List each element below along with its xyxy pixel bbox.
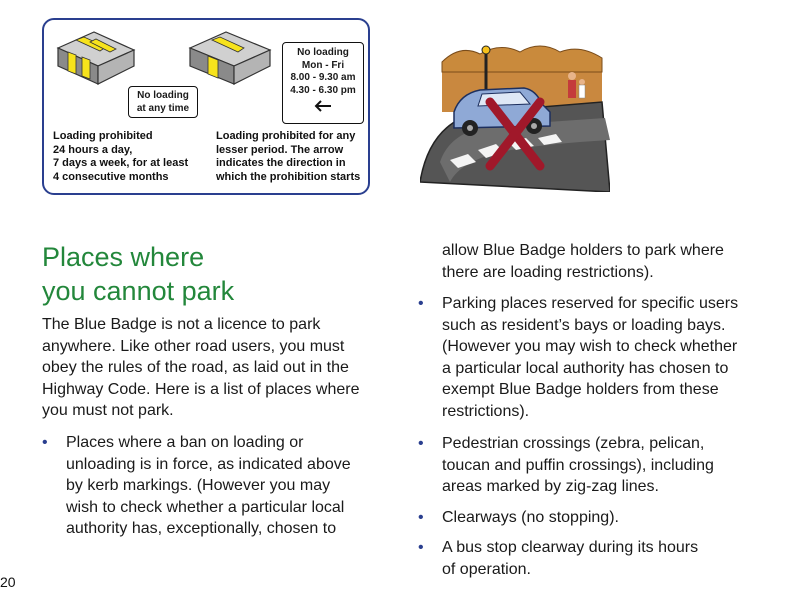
list-item-line: Clearways (no stopping). — [442, 509, 619, 526]
caption-loading-prohibited-24h — [53, 130, 203, 184]
list-item-line: restrictions). — [442, 402, 530, 420]
kerb-single-yellow-illustration — [186, 26, 274, 88]
list-item-line: A bus stop clearway during its hours — [442, 539, 699, 556]
caption-line: indicates the direction in — [216, 157, 346, 170]
no-loading-times-sign — [282, 42, 364, 124]
list-item-line: allow Blue Badge holders to park where — [442, 242, 724, 259]
list-item-bus-stop-clearway — [418, 537, 699, 580]
list-item-line: exempt Blue Badge holders from these — [442, 381, 719, 399]
sign-line: 4.30 - 6.30 pm — [290, 84, 356, 96]
caption-line: 24 hours a day, — [53, 143, 133, 156]
list-item-line: (However you may wish to check whether — [442, 338, 738, 356]
list-item-line: wish to check whether a particular local — [66, 498, 345, 516]
list-item-line: Places where a ban on loading or — [66, 434, 304, 451]
list-item-pedestrian-crossings — [418, 433, 714, 498]
list-item-line: toucan and puffin crossings), including — [442, 456, 714, 474]
kerb-markings-panel — [42, 18, 370, 195]
list-item-line: by kerb markings. (However you may — [66, 477, 331, 495]
car-on-crossing-illustration — [420, 42, 610, 192]
bullet-icon: • — [418, 295, 424, 312]
list-item-line: there are loading restrictions). — [442, 263, 654, 281]
bullet-icon: • — [418, 539, 424, 556]
sign-line: No loading — [137, 90, 189, 101]
sign-line: No loading — [297, 47, 349, 58]
intro-line: The Blue Badge is not a licence to park — [42, 316, 321, 333]
heading-line: Places where — [42, 242, 205, 272]
list-item-line: a particular local authority has chosen to — [442, 359, 729, 377]
list-item-line: areas marked by zig-zag lines. — [442, 478, 659, 496]
caption-line: 4 consecutive months — [53, 170, 169, 183]
page-number: 20 — [0, 574, 16, 590]
sign-line: Mon - Fri — [301, 59, 345, 71]
kerb-double-yellow-illustration — [54, 26, 136, 88]
caption-line: Loading prohibited for any — [216, 130, 356, 142]
list-item-line: Pedestrian crossings (zebra, pelican, — [442, 435, 705, 452]
left-arrow-icon — [283, 100, 363, 112]
intro-paragraph — [42, 314, 414, 422]
sign-line: at any time — [136, 102, 190, 114]
list-item-clearways — [418, 507, 619, 529]
list-item-line: Parking places reserved for specific users — [442, 295, 739, 312]
list-item-line: unloading is in force, as indicated above — [66, 455, 351, 473]
bullet-icon: • — [418, 509, 424, 526]
caption-line: Loading prohibited — [53, 130, 153, 142]
caption-line: 7 days a week, for at least — [53, 157, 189, 170]
no-loading-any-time-sign — [128, 86, 198, 118]
heading-line: you cannot park — [42, 276, 235, 306]
list-item-line: authority has, exceptionally, chosen to — [66, 520, 337, 538]
sign-line: 8.00 - 9.30 am — [290, 72, 356, 83]
list-item-line: of operation. — [442, 560, 531, 578]
intro-line: Highway Code. Here is a list of places where — [42, 380, 360, 398]
intro-line: anywhere. Like other road users, you must — [42, 337, 345, 355]
list-item-line: such as resident’s bays or loading bays. — [442, 316, 726, 334]
caption-line: which the prohibition starts — [216, 170, 361, 183]
section-heading — [42, 240, 234, 308]
caption-line: lesser period. The arrow — [216, 143, 344, 156]
list-item-reserved-places — [418, 293, 739, 423]
list-item-loading-ban — [42, 432, 351, 540]
caption-loading-prohibited-lesser — [216, 130, 368, 184]
intro-line: obey the rules of the road, as laid out in the — [42, 359, 349, 377]
bullet-icon: • — [42, 434, 48, 451]
list-item-continuation — [442, 240, 724, 283]
intro-line: you must not park. — [42, 402, 174, 420]
bullet-icon: • — [418, 435, 424, 452]
